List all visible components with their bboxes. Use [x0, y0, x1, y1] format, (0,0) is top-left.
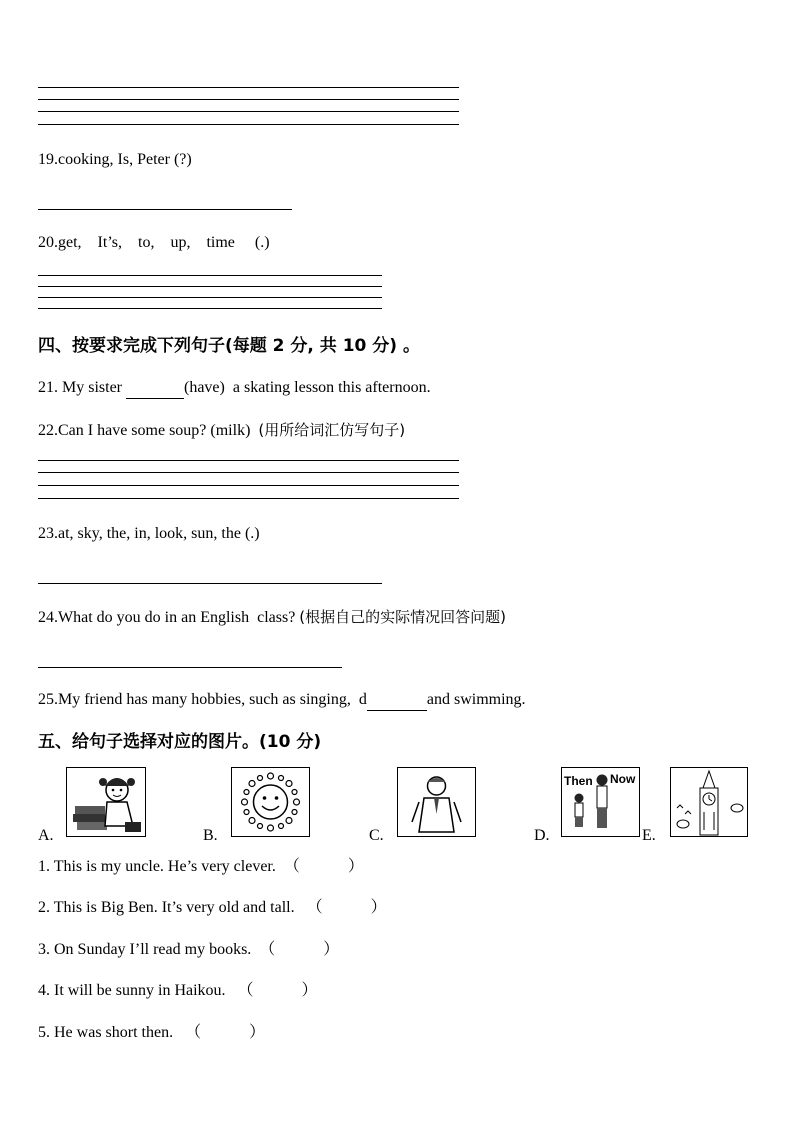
answer-line[interactable]	[38, 99, 459, 100]
option-c-label: C.	[369, 827, 384, 844]
question-21-before: 21. My sister	[38, 379, 126, 396]
answer-line[interactable]	[38, 472, 459, 473]
answer-line[interactable]	[38, 124, 459, 125]
match-question-2: 2. This is Big Ben. It’s very old and tall. （ ）	[38, 899, 387, 916]
answer-line[interactable]	[38, 286, 382, 287]
option-e-label: E.	[642, 827, 656, 844]
picture-big-ben[interactable]	[670, 767, 748, 837]
question-22-note: (用所给词汇仿写句子)	[258, 421, 406, 439]
question-19: 19.cooking, Is, Peter (?)	[38, 151, 192, 168]
picture-sun[interactable]	[231, 767, 310, 837]
answer-line[interactable]	[38, 485, 459, 486]
answer-line[interactable]	[38, 87, 459, 88]
question-23: 23.at, sky, the, in, look, sun, the (.)	[38, 525, 260, 542]
man-icon	[398, 768, 475, 836]
picture-girl-reading[interactable]	[66, 767, 146, 837]
question-24-note: (根据自己的实际情况回答问题)	[299, 608, 507, 626]
pic-then-label: Then	[564, 774, 593, 788]
picture-man[interactable]	[397, 767, 476, 837]
girl-reading-icon	[67, 768, 145, 836]
answer-line[interactable]	[38, 209, 292, 210]
match-question-3: 3. On Sunday I’ll read my books. （ ）	[38, 941, 340, 958]
pic-now-label: Now	[610, 772, 636, 786]
answer-line[interactable]	[38, 498, 459, 499]
question-25	[38, 690, 526, 711]
answer-line[interactable]	[38, 460, 459, 461]
answer-line[interactable]	[38, 275, 382, 276]
match-question-5: 5. He was short then. （ ）	[38, 1024, 266, 1041]
section-5-heading: 五、给句子选择对应的图片。(10 分)	[38, 732, 322, 752]
then-now-icon	[562, 768, 639, 836]
option-a-label: A.	[38, 827, 54, 844]
answer-line[interactable]	[38, 297, 382, 298]
match-question-4: 4. It will be sunny in Haikou. （ ）	[38, 982, 318, 999]
option-b-label: B.	[203, 827, 218, 844]
option-d-label: D.	[534, 827, 550, 844]
question-20: 20.get, It’s, to, up, time (.)	[38, 234, 270, 251]
answer-line[interactable]	[38, 583, 382, 584]
question-25-before: 25.My friend has many hobbies, such as singing, d	[38, 691, 367, 708]
question-24-text: 24.What do you do in an English class?	[38, 609, 300, 626]
big-ben-icon	[671, 768, 747, 836]
question-24	[38, 607, 506, 628]
sun-icon	[232, 768, 309, 836]
answer-line[interactable]	[38, 667, 342, 668]
question-25-after: and swimming.	[426, 691, 526, 708]
fill-blank[interactable]	[367, 690, 427, 711]
answer-line[interactable]	[38, 111, 459, 112]
match-question-1: 1. This is my uncle. He’s very clever. （ ）	[38, 858, 364, 875]
question-21	[38, 378, 431, 399]
question-22-text: 22.Can I have some soup? (milk)	[38, 422, 259, 439]
section-4-heading: 四、按要求完成下列句子(每题 2 分, 共 10 分) 。	[38, 336, 420, 356]
picture-then-now[interactable]	[561, 767, 640, 837]
question-22	[38, 420, 405, 441]
question-21-after: (have) a skating lesson this afternoon.	[184, 379, 431, 396]
answer-line[interactable]	[38, 308, 382, 309]
fill-blank[interactable]	[126, 378, 184, 399]
